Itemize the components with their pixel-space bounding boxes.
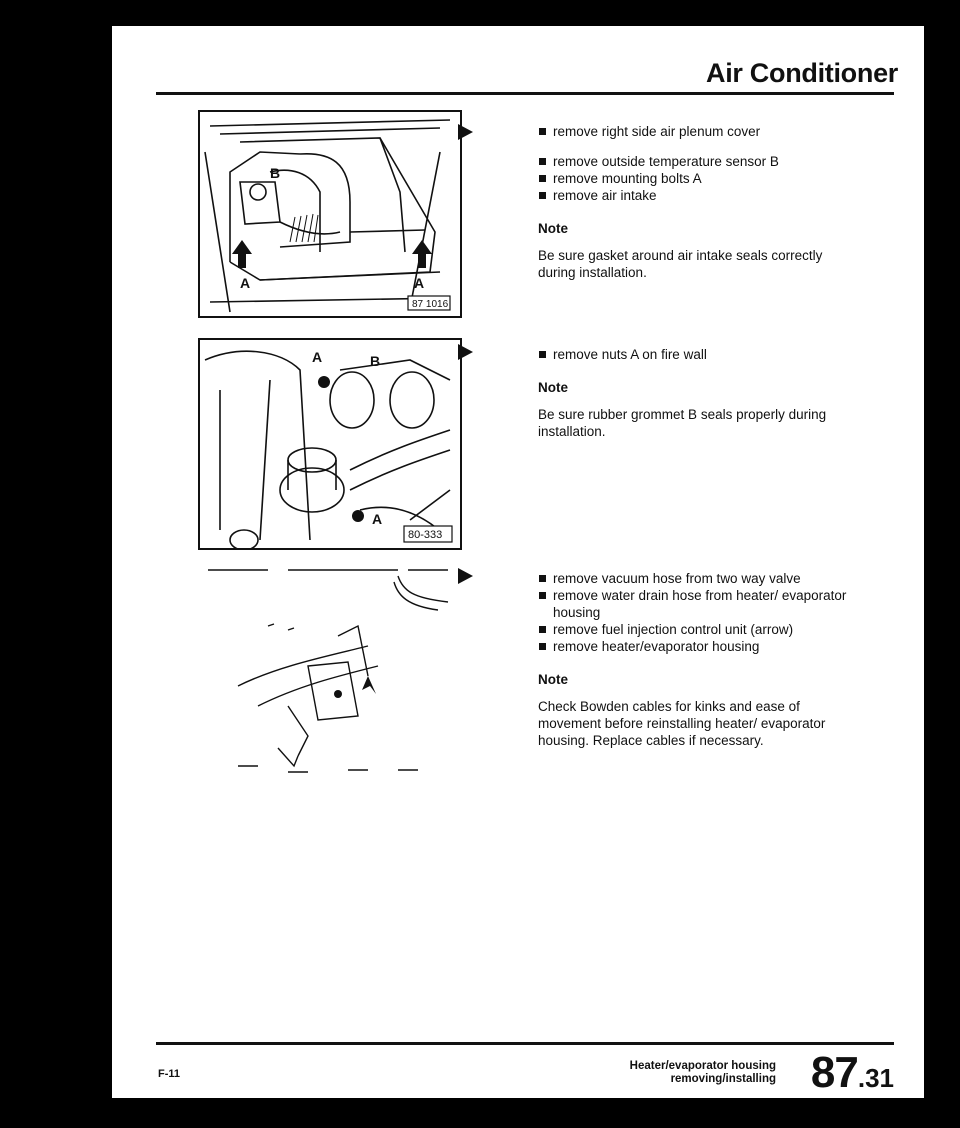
pointer-arrow-icon — [458, 344, 473, 360]
callout-b: B — [370, 353, 381, 369]
figure-air-intake — [198, 110, 462, 318]
note-text: Be sure rubber grommet B seals properly during installation. — [538, 407, 827, 439]
note-text: Be sure gasket around air intake seals correctly during installation. — [538, 248, 823, 280]
section-number-main: 87 — [810, 1048, 858, 1097]
section-evaporator-housing — [538, 570, 858, 749]
step-item: remove nuts A on fire wall — [538, 346, 858, 363]
footer-caption-line: Heater/evaporator housing — [629, 1060, 776, 1072]
note-heading: Note — [538, 672, 568, 687]
footer-caption — [630, 1060, 776, 1086]
step-item: remove vacuum hose from two way valve — [538, 570, 858, 587]
evaporator-housing-illustration — [198, 566, 462, 778]
callout-a-top: A — [312, 349, 323, 365]
page-code: F-11 — [158, 1068, 181, 1080]
pointer-arrow-icon — [458, 568, 473, 584]
note-text: Check Bowden cables for kinks and ease of movement before reinstalling heater/ evaporator housing. Replace cables if necessary. — [538, 699, 826, 748]
footer-rule — [156, 1042, 894, 1045]
figure-fire-wall-nuts — [198, 338, 462, 550]
fire-wall-illustration — [200, 340, 460, 548]
callout-a-left: A — [240, 275, 251, 291]
manual-page — [112, 26, 924, 1098]
section-air-intake — [538, 123, 858, 281]
figure-code: 80-333 — [408, 529, 443, 541]
footer-caption-line: removing/installing — [670, 1073, 776, 1085]
callout-a-bottom: A — [372, 511, 383, 527]
step-item: remove water drain hose from heater/ evaporator housing — [538, 587, 858, 621]
section-fire-wall — [538, 346, 858, 440]
figure-code: 87 1016 — [412, 299, 449, 310]
note-heading: Note — [538, 380, 568, 395]
step-item: remove outside temperature sensor B — [538, 153, 858, 170]
air-intake-illustration — [200, 112, 460, 316]
step-item: remove air intake — [538, 187, 858, 204]
step-item: remove right side air plenum cover — [538, 123, 858, 140]
header-rule — [156, 92, 894, 95]
pointer-arrow-icon — [458, 124, 473, 140]
figure-evaporator-housing — [198, 566, 462, 778]
step-item: remove mounting bolts A — [538, 170, 858, 187]
section-number-sub: .31 — [857, 1063, 894, 1093]
callout-b: B — [270, 165, 281, 181]
note-heading: Note — [538, 221, 568, 236]
section-number — [811, 1048, 894, 1098]
callout-a-right: A — [414, 275, 425, 291]
step-item: remove heater/evaporator housing — [538, 638, 858, 655]
page-title: Air Conditioner — [706, 58, 898, 88]
step-item: remove fuel injection control unit (arrow) — [538, 621, 858, 638]
